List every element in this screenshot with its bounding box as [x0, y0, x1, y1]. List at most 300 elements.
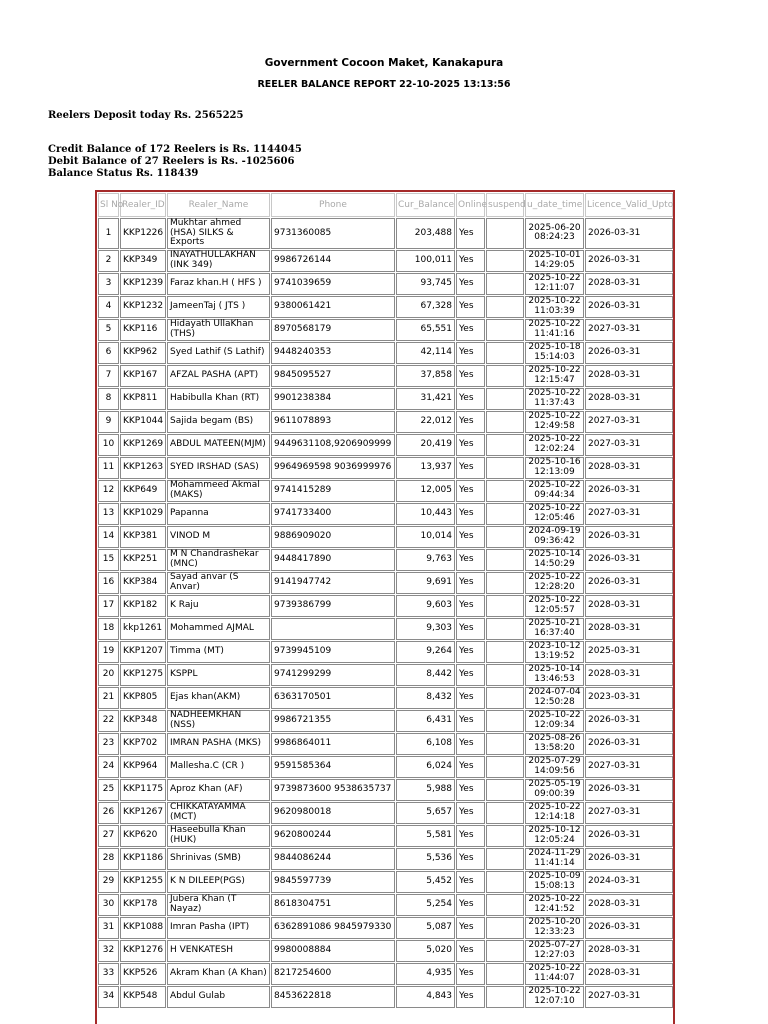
cell-u-date-time: 2025-05-19 09:00:39 [525, 779, 584, 801]
cell-sl-no: 20 [98, 664, 119, 686]
cell-licence-valid-upto: 2026-03-31 [585, 572, 673, 594]
cell-phone: 8453622818 [271, 986, 395, 1008]
cell-suspend [486, 250, 524, 272]
column-header-realer-name: Realer_Name [167, 193, 270, 217]
cell-phone: 9141947742 [271, 572, 395, 594]
cell-sl-no: 7 [98, 365, 119, 387]
cell-sl-no: 24 [98, 756, 119, 778]
cell-u-date-time: 2025-10-01 14:29:05 [525, 250, 584, 272]
deposit-summary: Reelers Deposit today Rs. 2565225 [48, 110, 244, 121]
cell-licence-valid-upto: 2027-03-31 [585, 986, 673, 1008]
table-row [98, 388, 673, 410]
cell-phone: 9741733400 [271, 503, 395, 525]
cell-sl-no: 16 [98, 572, 119, 594]
cell-u-date-time: 2025-10-22 11:41:16 [525, 319, 584, 341]
table-row [98, 526, 673, 548]
cell-realer-id: KKP381 [120, 526, 166, 548]
cell-cur-balance: 20,419 [396, 434, 455, 456]
cell-licence-valid-upto: 2027-03-31 [585, 434, 673, 456]
column-header-cur-balance: Cur_Balance [396, 193, 455, 217]
cell-realer-name: Mukhtar ahmed (HSA) SILKS & Exports [167, 218, 270, 249]
cell-suspend [486, 963, 524, 985]
cell-licence-valid-upto: 2023-03-31 [585, 687, 673, 709]
cell-online: Yes [456, 434, 485, 456]
cell-sl-no: 13 [98, 503, 119, 525]
cell-realer-id: KKP702 [120, 733, 166, 755]
report-subtitle: REELER BALANCE REPORT 22-10-2025 13:13:56 [257, 79, 511, 90]
cell-licence-valid-upto: 2028-03-31 [585, 664, 673, 686]
cell-suspend [486, 296, 524, 318]
table-row [98, 595, 673, 617]
cell-suspend [486, 710, 524, 732]
cell-u-date-time: 2025-10-22 12:02:24 [525, 434, 584, 456]
cell-licence-valid-upto: 2026-03-31 [585, 296, 673, 318]
cell-sl-no: 26 [98, 802, 119, 824]
cell-cur-balance: 67,328 [396, 296, 455, 318]
cell-sl-no: 25 [98, 779, 119, 801]
cell-phone: 9845095527 [271, 365, 395, 387]
table-row [98, 802, 673, 824]
table-row [98, 549, 673, 571]
cell-suspend [486, 917, 524, 939]
cell-u-date-time: 2025-10-22 09:44:34 [525, 480, 584, 502]
cell-online: Yes [456, 894, 485, 916]
cell-phone: 9611078893 [271, 411, 395, 433]
cell-realer-id: kkp1261 [120, 618, 166, 640]
table-row [98, 641, 673, 663]
cell-licence-valid-upto: 2024-03-31 [585, 871, 673, 893]
cell-suspend [486, 894, 524, 916]
cell-cur-balance: 5,988 [396, 779, 455, 801]
cell-u-date-time: 2024-07-04 12:50:28 [525, 687, 584, 709]
table-row [98, 848, 673, 870]
cell-cur-balance: 13,937 [396, 457, 455, 479]
cell-sl-no: 4 [98, 296, 119, 318]
cell-suspend [486, 549, 524, 571]
table-row [98, 480, 673, 502]
credit-summary: Credit Balance of 172 Reelers is Rs. 1144045 [48, 144, 302, 155]
cell-licence-valid-upto: 2027-03-31 [585, 756, 673, 778]
cell-u-date-time: 2025-10-16 12:13:09 [525, 457, 584, 479]
cell-phone: 9886909020 [271, 526, 395, 548]
cell-u-date-time: 2025-10-09 15:08:13 [525, 871, 584, 893]
cell-u-date-time: 2025-10-22 11:03:39 [525, 296, 584, 318]
cell-sl-no: 1 [98, 218, 119, 249]
cell-realer-name: Timma (MT) [167, 641, 270, 663]
cell-sl-no: 21 [98, 687, 119, 709]
cell-realer-name: K N DILEEP(PGS) [167, 871, 270, 893]
cell-suspend [486, 618, 524, 640]
cell-cur-balance: 5,020 [396, 940, 455, 962]
cell-online: Yes [456, 848, 485, 870]
cell-licence-valid-upto: 2026-03-31 [585, 549, 673, 571]
cell-sl-no: 34 [98, 986, 119, 1008]
cell-online: Yes [456, 218, 485, 249]
cell-realer-name: M N Chandrashekar (MNC) [167, 549, 270, 571]
cell-sl-no: 3 [98, 273, 119, 295]
table-row [98, 503, 673, 525]
table-row [98, 687, 673, 709]
cell-phone: 9731360085 [271, 218, 395, 249]
cell-online: Yes [456, 986, 485, 1008]
balance-status: Balance Status Rs. 118439 [48, 168, 199, 179]
cell-suspend [486, 411, 524, 433]
cell-phone: 9845597739 [271, 871, 395, 893]
table-row [98, 618, 673, 640]
cell-sl-no: 5 [98, 319, 119, 341]
cell-u-date-time: 2024-09-19 09:36:42 [525, 526, 584, 548]
cell-phone: 9980008884 [271, 940, 395, 962]
cell-realer-id: KKP964 [120, 756, 166, 778]
cell-online: Yes [456, 825, 485, 847]
cell-licence-valid-upto: 2026-03-31 [585, 710, 673, 732]
cell-realer-name: JameenTaj ( JTS ) [167, 296, 270, 318]
cell-suspend [486, 342, 524, 364]
cell-suspend [486, 802, 524, 824]
cell-realer-name: SYED IRSHAD (SAS) [167, 457, 270, 479]
cell-phone: 8618304751 [271, 894, 395, 916]
cell-cur-balance: 5,087 [396, 917, 455, 939]
cell-cur-balance: 100,011 [396, 250, 455, 272]
cell-realer-id: KKP1239 [120, 273, 166, 295]
table-row [98, 572, 673, 594]
cell-realer-name: Hidayath UllaKhan (THS) [167, 319, 270, 341]
table-row [98, 365, 673, 387]
cell-u-date-time: 2025-10-22 12:07:10 [525, 986, 584, 1008]
cell-u-date-time: 2025-10-22 12:41:52 [525, 894, 584, 916]
cell-cur-balance: 9,763 [396, 549, 455, 571]
cell-online: Yes [456, 871, 485, 893]
column-header-realer-id: Realer_ID [120, 193, 166, 217]
cell-sl-no: 27 [98, 825, 119, 847]
cell-u-date-time: 2025-10-22 11:44:07 [525, 963, 584, 985]
cell-sl-no: 9 [98, 411, 119, 433]
cell-suspend [486, 641, 524, 663]
cell-suspend [486, 218, 524, 249]
cell-cur-balance: 37,858 [396, 365, 455, 387]
cell-realer-name: Mohammeed Akmal (MAKS) [167, 480, 270, 502]
table-header-row [98, 193, 673, 217]
cell-realer-id: KKP349 [120, 250, 166, 272]
cell-realer-name: Mohammed AJMAL [167, 618, 270, 640]
cell-u-date-time: 2025-10-22 11:37:43 [525, 388, 584, 410]
cell-suspend [486, 572, 524, 594]
table-row [98, 894, 673, 916]
cell-suspend [486, 319, 524, 341]
cell-suspend [486, 733, 524, 755]
table-row [98, 986, 673, 1008]
cell-cur-balance: 5,254 [396, 894, 455, 916]
cell-online: Yes [456, 917, 485, 939]
cell-sl-no: 2 [98, 250, 119, 272]
cell-realer-name: Habibulla Khan (RT) [167, 388, 270, 410]
cell-sl-no: 10 [98, 434, 119, 456]
cell-licence-valid-upto: 2025-03-31 [585, 641, 673, 663]
cell-phone: 6362891086 9845979330 [271, 917, 395, 939]
cell-cur-balance: 9,691 [396, 572, 455, 594]
cell-realer-name: Jubera Khan (T Nayaz) [167, 894, 270, 916]
cell-realer-id: KKP1029 [120, 503, 166, 525]
cell-u-date-time: 2025-10-14 14:50:29 [525, 549, 584, 571]
cell-online: Yes [456, 802, 485, 824]
column-header-u-date-time: u_date_time [525, 193, 584, 217]
cell-suspend [486, 434, 524, 456]
cell-u-date-time: 2025-10-22 12:15:47 [525, 365, 584, 387]
cell-phone: 9739873600 9538635737 [271, 779, 395, 801]
cell-realer-id: KKP649 [120, 480, 166, 502]
cell-online: Yes [456, 756, 485, 778]
cell-cur-balance: 9,603 [396, 595, 455, 617]
cell-realer-name: ABDUL MATEEN(MJM) [167, 434, 270, 456]
cell-suspend [486, 503, 524, 525]
cell-suspend [486, 480, 524, 502]
cell-cur-balance: 93,745 [396, 273, 455, 295]
cell-phone: 9448417890 [271, 549, 395, 571]
cell-realer-id: KKP1275 [120, 664, 166, 686]
cell-u-date-time: 2025-10-22 12:49:58 [525, 411, 584, 433]
cell-realer-id: KKP1207 [120, 641, 166, 663]
cell-realer-name: Papanna [167, 503, 270, 525]
cell-sl-no: 19 [98, 641, 119, 663]
table-row [98, 250, 673, 272]
cell-realer-id: KKP1255 [120, 871, 166, 893]
table-row [98, 825, 673, 847]
cell-sl-no: 17 [98, 595, 119, 617]
cell-realer-name: AFZAL PASHA (APT) [167, 365, 270, 387]
cell-cur-balance: 10,014 [396, 526, 455, 548]
cell-suspend [486, 526, 524, 548]
cell-licence-valid-upto: 2026-03-31 [585, 733, 673, 755]
table-row [98, 871, 673, 893]
cell-u-date-time: 2025-07-29 14:09:56 [525, 756, 584, 778]
column-header-suspend: suspend [486, 193, 524, 217]
cell-phone: 8970568179 [271, 319, 395, 341]
cell-cur-balance: 5,657 [396, 802, 455, 824]
cell-cur-balance: 5,581 [396, 825, 455, 847]
cell-suspend [486, 825, 524, 847]
cell-online: Yes [456, 273, 485, 295]
cell-cur-balance: 6,431 [396, 710, 455, 732]
cell-sl-no: 29 [98, 871, 119, 893]
cell-realer-id: KKP1232 [120, 296, 166, 318]
table-row [98, 664, 673, 686]
cell-cur-balance: 4,935 [396, 963, 455, 985]
cell-online: Yes [456, 664, 485, 686]
cell-phone: 9844086244 [271, 848, 395, 870]
cell-cur-balance: 5,452 [396, 871, 455, 893]
cell-phone: 9380061421 [271, 296, 395, 318]
cell-cur-balance: 5,536 [396, 848, 455, 870]
cell-realer-name: Sajida begam (BS) [167, 411, 270, 433]
cell-phone: 9986864011 [271, 733, 395, 755]
cell-online: Yes [456, 572, 485, 594]
cell-u-date-time: 2025-10-18 15:14:03 [525, 342, 584, 364]
cell-cur-balance: 8,432 [396, 687, 455, 709]
table-row [98, 940, 673, 962]
cell-sl-no: 6 [98, 342, 119, 364]
cell-cur-balance: 10,443 [396, 503, 455, 525]
cell-online: Yes [456, 526, 485, 548]
cell-realer-name: Aproz Khan (AF) [167, 779, 270, 801]
cell-licence-valid-upto: 2026-03-31 [585, 848, 673, 870]
cell-phone: 9591585364 [271, 756, 395, 778]
cell-realer-id: KKP178 [120, 894, 166, 916]
cell-online: Yes [456, 940, 485, 962]
cell-u-date-time: 2025-10-21 16:37:40 [525, 618, 584, 640]
cell-online: Yes [456, 641, 485, 663]
cell-realer-id: KKP1186 [120, 848, 166, 870]
cell-licence-valid-upto: 2027-03-31 [585, 503, 673, 525]
cell-sl-no: 14 [98, 526, 119, 548]
cell-online: Yes [456, 342, 485, 364]
cell-licence-valid-upto: 2028-03-31 [585, 457, 673, 479]
cell-realer-id: KKP1226 [120, 218, 166, 249]
cell-realer-name: Imran Pasha (IPT) [167, 917, 270, 939]
cell-realer-id: KKP811 [120, 388, 166, 410]
cell-licence-valid-upto: 2026-03-31 [585, 917, 673, 939]
cell-realer-id: KKP1267 [120, 802, 166, 824]
column-header-licence-valid-upto: Licence_Valid_Upto [585, 193, 673, 217]
cell-phone [271, 618, 395, 640]
cell-online: Yes [456, 733, 485, 755]
cell-licence-valid-upto: 2026-03-31 [585, 250, 673, 272]
cell-realer-id: KKP962 [120, 342, 166, 364]
cell-realer-name: Sayad anvar (S Anvar) [167, 572, 270, 594]
cell-realer-id: KKP1175 [120, 779, 166, 801]
cell-u-date-time: 2025-10-12 12:05:24 [525, 825, 584, 847]
cell-sl-no: 22 [98, 710, 119, 732]
cell-suspend [486, 940, 524, 962]
cell-realer-name: Ejas khan(AKM) [167, 687, 270, 709]
cell-suspend [486, 457, 524, 479]
cell-online: Yes [456, 411, 485, 433]
cell-licence-valid-upto: 2028-03-31 [585, 940, 673, 962]
cell-realer-id: KKP1044 [120, 411, 166, 433]
cell-phone: 9741299299 [271, 664, 395, 686]
cell-realer-id: KKP348 [120, 710, 166, 732]
cell-licence-valid-upto: 2027-03-31 [585, 802, 673, 824]
cell-cur-balance: 42,114 [396, 342, 455, 364]
cell-cur-balance: 12,005 [396, 480, 455, 502]
cell-suspend [486, 365, 524, 387]
cell-sl-no: 32 [98, 940, 119, 962]
column-header-sl-no: Sl No [98, 193, 119, 217]
cell-phone: 8217254600 [271, 963, 395, 985]
table-row [98, 273, 673, 295]
cell-sl-no: 12 [98, 480, 119, 502]
cell-online: Yes [456, 779, 485, 801]
cell-cur-balance: 9,303 [396, 618, 455, 640]
table-row [98, 756, 673, 778]
cell-sl-no: 23 [98, 733, 119, 755]
cell-suspend [486, 779, 524, 801]
cell-sl-no: 8 [98, 388, 119, 410]
cell-suspend [486, 273, 524, 295]
cell-suspend [486, 664, 524, 686]
cell-cur-balance: 4,843 [396, 986, 455, 1008]
cell-cur-balance: 6,024 [396, 756, 455, 778]
cell-cur-balance: 31,421 [396, 388, 455, 410]
cell-realer-name: VINOD M [167, 526, 270, 548]
cell-sl-no: 15 [98, 549, 119, 571]
cell-suspend [486, 595, 524, 617]
cell-realer-id: KKP548 [120, 986, 166, 1008]
cell-u-date-time: 2025-10-14 13:46:53 [525, 664, 584, 686]
cell-cur-balance: 8,442 [396, 664, 455, 686]
cell-u-date-time: 2023-10-12 13:19:52 [525, 641, 584, 663]
cell-realer-name: NADHEEMKHAN (NSS) [167, 710, 270, 732]
cell-online: Yes [456, 319, 485, 341]
cell-realer-name: Abdul Gulab [167, 986, 270, 1008]
table-row [98, 296, 673, 318]
cell-cur-balance: 65,551 [396, 319, 455, 341]
cell-cur-balance: 203,488 [396, 218, 455, 249]
cell-sl-no: 33 [98, 963, 119, 985]
cell-phone: 6363170501 [271, 687, 395, 709]
cell-suspend [486, 848, 524, 870]
page-title: Government Cocoon Maket, Kanakapura [264, 57, 504, 69]
cell-u-date-time: 2025-10-22 12:05:46 [525, 503, 584, 525]
cell-u-date-time: 2025-10-22 12:14:18 [525, 802, 584, 824]
cell-licence-valid-upto: 2028-03-31 [585, 388, 673, 410]
report-table-container [95, 190, 675, 1024]
cell-u-date-time: 2025-10-22 12:28:20 [525, 572, 584, 594]
cell-online: Yes [456, 710, 485, 732]
cell-phone: 9448240353 [271, 342, 395, 364]
cell-online: Yes [456, 963, 485, 985]
cell-online: Yes [456, 595, 485, 617]
table-row [98, 319, 673, 341]
cell-u-date-time: 2025-10-20 12:33:23 [525, 917, 584, 939]
table-row [98, 963, 673, 985]
cell-u-date-time: 2025-07-27 12:27:03 [525, 940, 584, 962]
cell-licence-valid-upto: 2027-03-31 [585, 411, 673, 433]
column-header-phone: Phone [271, 193, 395, 217]
cell-realer-id: KKP620 [120, 825, 166, 847]
table-row [98, 710, 673, 732]
cell-licence-valid-upto: 2026-03-31 [585, 218, 673, 249]
cell-realer-name: Mallesha.C (CR ) [167, 756, 270, 778]
cell-online: Yes [456, 480, 485, 502]
cell-u-date-time: 2025-06-20 08:24:23 [525, 218, 584, 249]
cell-realer-name: Faraz khan.H ( HFS ) [167, 273, 270, 295]
cell-sl-no: 11 [98, 457, 119, 479]
cell-phone: 9741039659 [271, 273, 395, 295]
table-row [98, 779, 673, 801]
cell-licence-valid-upto: 2028-03-31 [585, 365, 673, 387]
cell-phone: 9986726144 [271, 250, 395, 272]
cell-online: Yes [456, 618, 485, 640]
cell-realer-id: KKP1263 [120, 457, 166, 479]
cell-phone: 9741415289 [271, 480, 395, 502]
cell-realer-name: K Raju [167, 595, 270, 617]
cell-online: Yes [456, 388, 485, 410]
cell-sl-no: 30 [98, 894, 119, 916]
cell-realer-name: CHIKKATAYAMMA (MCT) [167, 802, 270, 824]
table-row [98, 342, 673, 364]
cell-phone: 9739945109 [271, 641, 395, 663]
cell-u-date-time: 2024-11-29 11:41:14 [525, 848, 584, 870]
cell-realer-name: Akram Khan (A Khan) [167, 963, 270, 985]
cell-realer-name: H VENKATESH [167, 940, 270, 962]
cell-phone: 9964969598 9036999976 [271, 457, 395, 479]
cell-licence-valid-upto: 2026-03-31 [585, 342, 673, 364]
cell-online: Yes [456, 296, 485, 318]
cell-licence-valid-upto: 2028-03-31 [585, 894, 673, 916]
cell-licence-valid-upto: 2026-03-31 [585, 526, 673, 548]
cell-phone: 9739386799 [271, 595, 395, 617]
cell-online: Yes [456, 365, 485, 387]
